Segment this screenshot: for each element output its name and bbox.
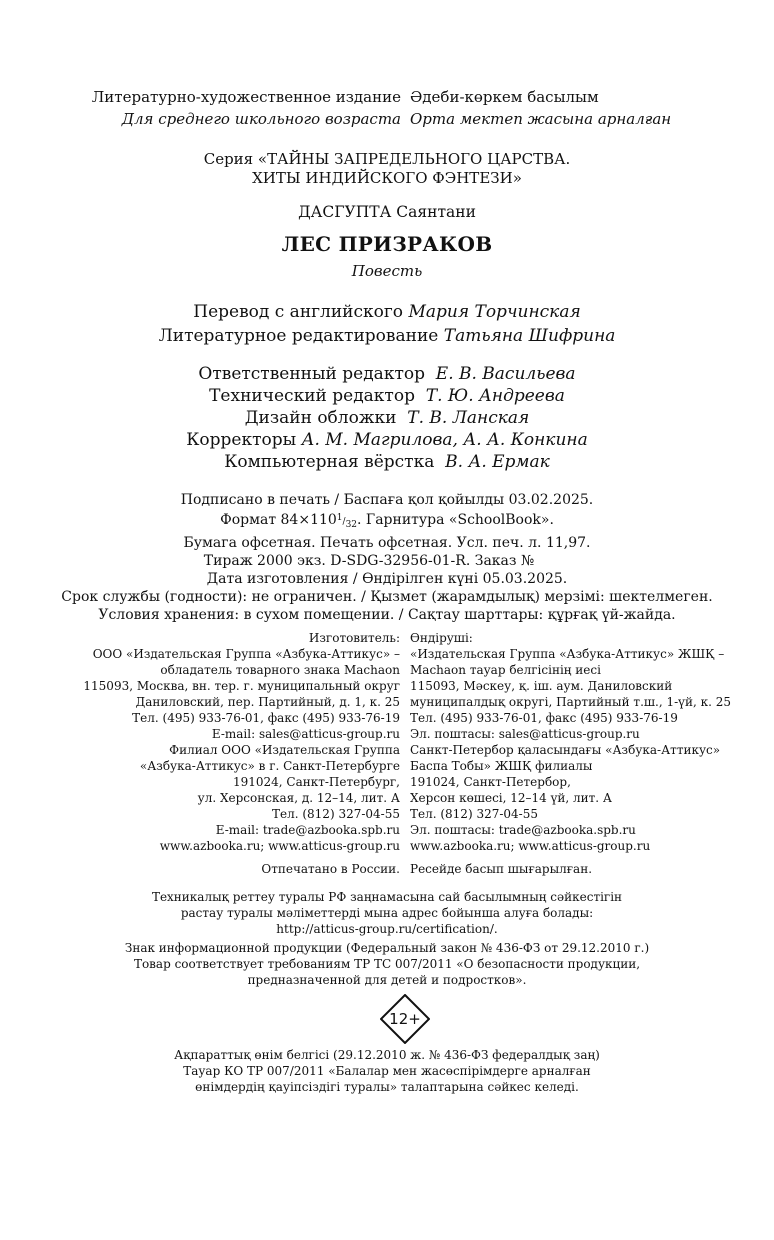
branch-kz-line: 191024, Санкт-Петербор, [410,775,571,789]
manufacturer-kz-line: Эл. поштасы: sales@atticus-group.ru [410,727,640,741]
printed-in-ru: Отпечатано в России. [261,862,400,876]
printed-in-kz: Ресейде басып шығарылған. [410,862,593,876]
crew-role: Технический редактор [209,386,415,406]
series-line-2: ХИТЫ ИНДИЙСКОГО ФЭНТЕЗИ» [252,169,522,187]
translation-block [0,300,774,348]
age-rating-badge [380,994,430,1044]
print-run-line [0,552,774,570]
crew-item [0,429,774,451]
info-mark-kz-line: өнімдердің қауіпсіздігі туралы» талаптарына сәйкес келеді. [195,1080,579,1094]
info-mark-ru-line: Знак информационной продукции (Федеральный закон № 436-ФЗ от 29.12.2010 г.) [124,941,650,955]
signed-line: Подписано в печать / Баспаға қол қойылды 03.02.2025. [180,492,594,508]
book-genre: Повесть [351,262,423,280]
info-mark-kz-line: Ақпараттық өнім белгісі (29.12.2010 ж. № 436-ФЗ федералдық заң) [174,1048,600,1062]
manufacturer-kz-line: муниципалдық округі, Партийный т.ш., 1-үй, к. 25 [410,695,731,709]
author: ДАСГУПТА Саянтани [298,203,476,221]
manufacturer-ru-line: Даниловский, пер. Партийный, д. 1, к. 25 [135,695,400,709]
manufacturer-kz-line: Machaon тауар белгісінің иесі [410,663,601,677]
manufacturer-ru-line: E-mail: sales@atticus-group.ru [211,727,400,741]
crew-item [0,407,774,429]
certification-url[interactable]: http://atticus-group.ru/certification/. [276,922,498,936]
crew-item [0,363,774,385]
branch-ru-line: ул. Херсонская, д. 12–14, лит. А [197,791,400,805]
branch-ru-line: E-mail: trade@azbooka.spb.ru [215,823,400,837]
edition-type-kz: Әдеби-көркем басылым [410,88,599,106]
literary-editing-label: Литературное редактирование [158,326,439,346]
print-info [0,491,774,624]
manufacturer-ru [83,630,400,742]
branch-kz-line: Херсон көшесі, 12–14 үй, лит. А [410,791,612,805]
info-mark-kz [0,1047,774,1095]
made-date-line: Дата изготовления / Өндірілген күні 05.03.2025. [206,570,568,587]
crew-list [0,363,774,473]
crew-role: Ответственный редактор [198,364,425,384]
age-rating-label: 12+ [389,1010,421,1028]
branch-kz-line: Эл. поштасы: trade@azbooka.spb.ru [410,823,636,837]
manufacturer-ru-line: обладатель товарного знака Machaon [160,663,400,677]
format-suffix: . Гарнитура «SchoolBook». [357,512,554,528]
branch-kz-line: Баспа Тобы» ЖШҚ филиалы [410,759,593,773]
series [0,150,774,188]
certification-line: растау туралы мәліметтерді мына адрес бойынша алуға болады: [180,906,594,920]
crew-role: Корректоры [186,430,297,450]
info-mark-ru [0,940,774,988]
manufacturer-kz-line: Өндіруші: [410,631,473,645]
translation-line [0,300,774,324]
literary-editing-line [0,324,774,348]
paper-line: Бумага офсетная. Печать офсетная. Усл. печ. л. 11,97. [183,534,591,551]
format-fraction: $^1/_{32}$ [336,513,358,530]
crew-name: Е. В. Васильева [435,364,576,384]
book-title: ЛЕС ПРИЗРАКОВ [281,232,493,256]
branch-ru-line: «Азбука-Аттикус» в г. Санкт-Петербурге [139,759,400,773]
branch-kz [410,742,720,838]
manufacturer-kz-line: «Издательская Группа «Азбука-Аттикус» ЖШҚ – [410,647,725,661]
website-kz[interactable]: www.azbooka.ru; www.atticus-group.ru [410,839,651,853]
format-denominator: 32 [345,519,358,530]
format-numerator: 1 [336,513,343,523]
format-prefix: Формат 84×110 [220,512,337,528]
info-mark-ru-line: предназначенной для детей и подростков». [247,973,527,987]
crew-role: Дизайн обложки [244,408,397,428]
age-ru: Для среднего школьного возраста [121,110,401,128]
branch-ru-line: Тел. (812) 327-04-55 [272,807,400,821]
branch-ru-line: 191024, Санкт-Петербург, [232,775,400,789]
manufacturer-kz-line: Тел. (495) 933-76-01, факс (495) 933-76-19 [410,711,678,725]
manufacturer-ru-line: 115093, Москва, вн. тер. г. муниципальный округ [83,679,400,693]
info-mark-kz-line: Тауар КО ТР 007/2011 «Балалар мен жасөспірімдерге арналған [183,1064,591,1078]
manufacturer-ru-line: Изготовитель: [308,631,400,645]
branch-ru [140,742,400,838]
edition-type-ru: Литературно-художественное издание [91,88,401,106]
manufacturer-ru-line: ООО «Издательская Группа «Азбука-Аттикус» – [92,647,400,661]
format-line [0,509,774,534]
manufacturer-ru-line: Тел. (495) 933-76-01, факс (495) 933-76-19 [132,711,400,725]
crew-item [0,385,774,407]
storage-line: Условия хранения: в сухом помещении. / Сақтау шарттары: құрғақ үй-жайда. [98,606,676,623]
crew-role: Компьютерная вёрстка [224,452,435,472]
age-kz: Орта мектеп жасына арналған [410,110,672,128]
branch-kz-line: Тел. (812) 327-04-55 [410,807,538,821]
service-life-line: Срок службы (годности): не ограничен. / Қызмет (жарамдылық) мерзімі: шектелмеген. [61,588,713,605]
website-ru[interactable]: www.azbooka.ru; www.atticus-group.ru [159,839,400,853]
translation-label: Перевод с английского [193,302,404,322]
manufacturer-kz [410,630,731,742]
print-run: Тираж 2000 экз. D-SDG-32956-01-R. Заказ № [203,552,535,569]
crew-name: В. А. Ермак [445,452,550,472]
branch-kz-line: Санкт-Петербор қаласындағы «Азбука-Аттикус» [410,743,721,757]
certification-line: Техникалық реттеу туралы РФ заңнамасына сай басылымның сәйкестігін [151,890,623,904]
crew-name: Т. Ю. Андреева [425,386,565,406]
certification [0,889,774,937]
crew-item [0,451,774,473]
branch-ru-line: Филиал ООО «Издательская Группа [169,743,400,757]
crew-name: Т. В. Ланская [407,408,530,428]
manufacturer-kz-line: 115093, Мәскеу, қ. іш. аум. Даниловский [410,679,673,693]
translator-name: Мария Торчинская [408,302,581,322]
info-mark-ru-line: Товар соответствует требованиям ТР ТС 007/2011 «О безопасности продукции, [133,957,641,971]
series-line-1: Серия «ТАЙНЫ ЗАПРЕДЕЛЬНОГО ЦАРСТВА. [203,150,571,168]
crew-name: А. М. Магрилова, А. А. Конкина [301,430,588,450]
literary-editor-name: Татьяна Шифрина [443,326,616,346]
